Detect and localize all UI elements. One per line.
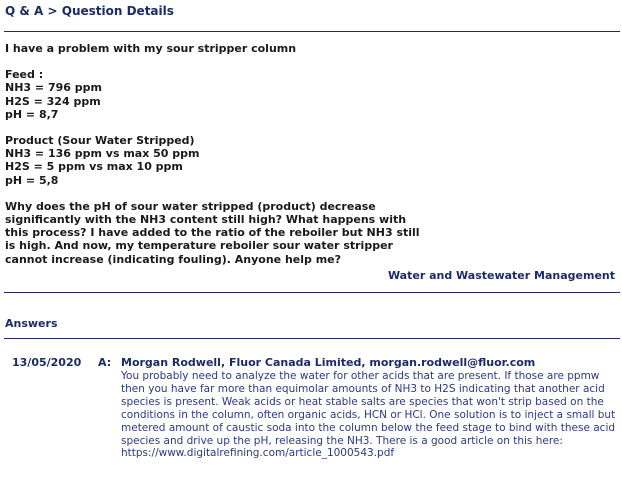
- answer-text-block: [121, 370, 617, 460]
- breadcrumb-current: Question Details: [61, 4, 174, 18]
- question-body: [5, 42, 430, 279]
- answer-text: You probably need to analyze the water for other acids that are present. If those are ppmw then you have far more than equimolar amounts of NH3 to H2S indicating that another acid species is present. Weak acids or heat stable salts are species that won't strip based on the conditions in the column, often organic acids, HCN or HCl. One solution is to inject a small but metered amount of caustic soda into the column below the feed stage to bind with these acid species and drive up the pH, releasing the NH3. There is a good article on this here:: [121, 370, 616, 447]
- answers-heading: Answers: [5, 317, 58, 330]
- product-section: [5, 134, 430, 187]
- product-heading: Product (Sour Water Stripped): [5, 134, 195, 148]
- feed-section: [5, 68, 430, 121]
- feed-h2s: H2S = 324 ppm: [5, 94, 101, 108]
- answer-marker: A:: [98, 356, 112, 369]
- product-nh3: NH3 = 136 ppm vs max 50 ppm: [5, 147, 200, 161]
- product-ph: pH = 5,8: [5, 173, 59, 187]
- feed-nh3: NH3 = 796 ppm: [5, 81, 102, 95]
- section-divider: [4, 292, 620, 293]
- answer-date: 13/05/2020: [12, 356, 82, 369]
- breadcrumb-qa-link[interactable]: Q & A: [5, 4, 44, 18]
- product-h2s: H2S = 5 ppm vs max 10 ppm: [5, 160, 183, 174]
- feed-ph: pH = 8,7: [5, 107, 59, 121]
- answers-divider: [4, 338, 620, 339]
- header-divider: [4, 31, 620, 32]
- question-intro: I have a problem with my sour stripper column: [5, 42, 297, 55]
- breadcrumb: [5, 4, 174, 18]
- breadcrumb-separator: >: [47, 4, 58, 18]
- question-text: Why does the pH of sour water stripped (product) decrease significantly with the NH3 content still high? What happens with this process? I have added to the ratio of the reboiler but NH3 still is high. And now, my temperature reboiler sour water stripper cannot increase (indicating fouling). Anyone help me?: [5, 199, 420, 266]
- answer-article-url[interactable]: https://www.digitalrefining.com/article_1000543.pdf: [121, 447, 395, 460]
- category-link[interactable]: Water and Wastewater Management: [387, 269, 615, 282]
- feed-heading: Feed :: [5, 68, 44, 82]
- answer-author: Morgan Rodwell, Fluor Canada Limited, morgan.rodwell@fluor.com: [121, 356, 536, 369]
